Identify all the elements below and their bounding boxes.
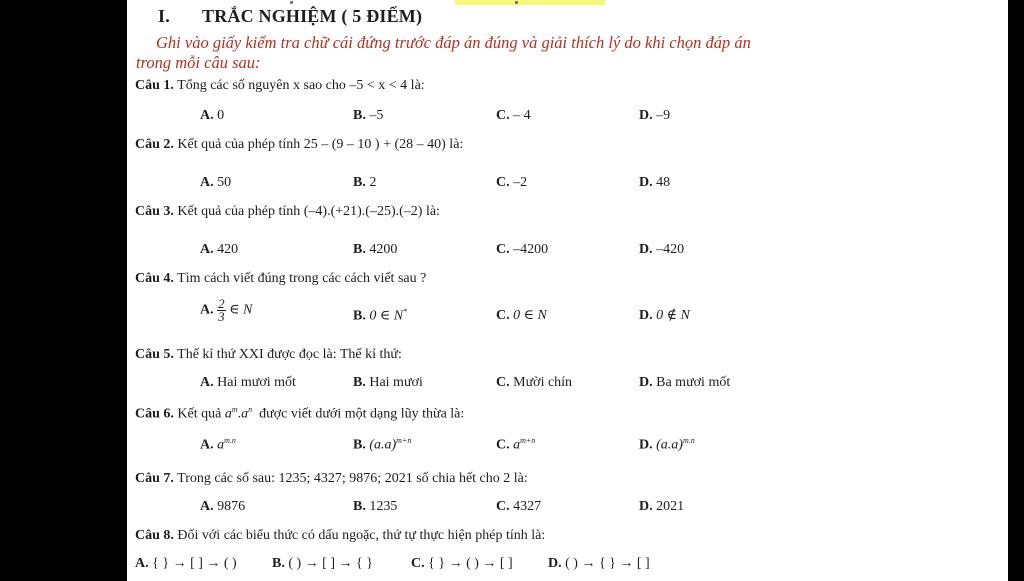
question-label: Câu 3. [135, 204, 174, 219]
question-label: Câu 7. [135, 471, 174, 486]
question-text: Trong các số sau: 1235; 4327; 9876; 2021 số chia hết cho 2 là: [177, 471, 528, 486]
question-label: Câu 8. [135, 528, 174, 543]
q5-option-c: C. Mười chín [496, 375, 573, 390]
q4-option-c: C. 0 ∈ N [496, 308, 547, 323]
q4-option-a: A. $\frac{2}{3}$ ∈ N [200, 296, 253, 324]
q5-option-b: B. Hai mươi [353, 375, 423, 390]
q4-option-b: B. 0 ∈ N* [353, 307, 408, 324]
q8-option-d: D. ( ) → { } → [ ] [548, 556, 650, 571]
section-title: TRẮC NGHIỆM ( 5 ĐIỂM) [202, 6, 423, 26]
q3-option-d: D. –420 [639, 242, 685, 257]
q1-option-a: A. 0 [200, 108, 225, 123]
q4-option-d: D. 0 ∉ N [639, 308, 690, 323]
q7-option-c: C. 4327 [496, 499, 542, 514]
question-text: Tìm cách viết đúng trong các cách viết sau ? [177, 271, 427, 286]
question-label: Câu 5. [135, 347, 174, 362]
highlight-strip [455, 0, 605, 5]
q7-option-b: B. 1235 [353, 499, 398, 514]
question-3 [135, 204, 440, 220]
q5-option-a: A. Hai mươi mốt [200, 375, 296, 390]
question-label: Câu 6. [135, 406, 174, 422]
q1-option-d: D. –9 [639, 108, 671, 123]
q3-option-a: A. 420 [200, 242, 239, 257]
left-black-border [0, 0, 127, 581]
question-label: Câu 4. [135, 271, 174, 286]
q1-option-b: B. –5 [353, 108, 384, 123]
q6-option-c: C. $a^{m+n}$ [496, 436, 536, 453]
q6-option-b: B. $(a.a)^{m+n}$ [353, 436, 412, 453]
q3-option-c: C. –4200 [496, 242, 549, 257]
q5-option-d: D. Ba mươi mốt [639, 375, 731, 390]
question-8 [135, 528, 545, 544]
question-text: Thế kỉ thứ XXI được đọc là: Thế kỉ thứ: [177, 347, 402, 362]
q1-option-c: C. – 4 [496, 108, 531, 123]
q2-option-c: C. –2 [496, 175, 528, 190]
q6-option-d: D. $(a.a)^{m.n}$ [639, 436, 695, 453]
q2-option-b: B. 2 [353, 175, 377, 190]
top-dot [290, 1, 293, 4]
q2-option-d: D. 48 [639, 175, 671, 190]
question-6: Câu 6. Kết quả $a^m.a^n$ được viết dưới một dạng lũy thừa là: [135, 405, 465, 422]
q8-option-a: A. { } → [ ] → ( ) [135, 556, 237, 571]
question-4 [135, 271, 426, 287]
question-2 [135, 137, 463, 153]
section-heading [158, 6, 422, 27]
instruction-line-1: Ghi vào giấy kiểm tra chữ cái đứng trước đáp án đúng và giải thích lý do khi chọn đáp án [156, 33, 751, 52]
question-text: Đối với các biểu thức có dấu ngoặc, thứ tự thực hiện phép tính là: [177, 528, 546, 543]
question-text: Kết quả của phép tính (–4).(+21).(–25).(–2) là: [177, 204, 440, 219]
question-text: được viết dưới một dạng lũy thừa là: [259, 406, 465, 422]
question-5 [135, 347, 402, 363]
q8-option-b: B. ( ) → [ ] → { } [272, 556, 373, 571]
q3-option-b: B. 4200 [353, 242, 398, 257]
question-text: Kết quả của phép tính 25 – (9 – 10 ) + (28 – 40) là: [177, 137, 464, 152]
question-text: Tổng các số nguyên x sao cho –5 < x < 4 là: [177, 78, 425, 93]
q6-option-a: A. $a^{m.n}$ [200, 436, 236, 453]
instruction-line-2: trong mỗi câu sau: [136, 53, 261, 72]
fraction: $\frac{2}{3}$ [218, 296, 225, 324]
right-black-border [1008, 0, 1024, 581]
question-label: Câu 1. [135, 78, 174, 93]
q7-option-a: A. 9876 [200, 499, 246, 514]
q7-option-d: D. 2021 [639, 499, 685, 514]
question-7 [135, 471, 528, 487]
q2-option-a: A. 50 [200, 175, 232, 190]
q8-option-c: C. { } → ( ) → [ ] [411, 556, 513, 571]
question-label: Câu 2. [135, 137, 174, 152]
top-dot [515, 1, 518, 4]
section-number: I. [158, 6, 170, 26]
question-text: Kết quả [177, 406, 222, 422]
question-1 [135, 78, 425, 94]
